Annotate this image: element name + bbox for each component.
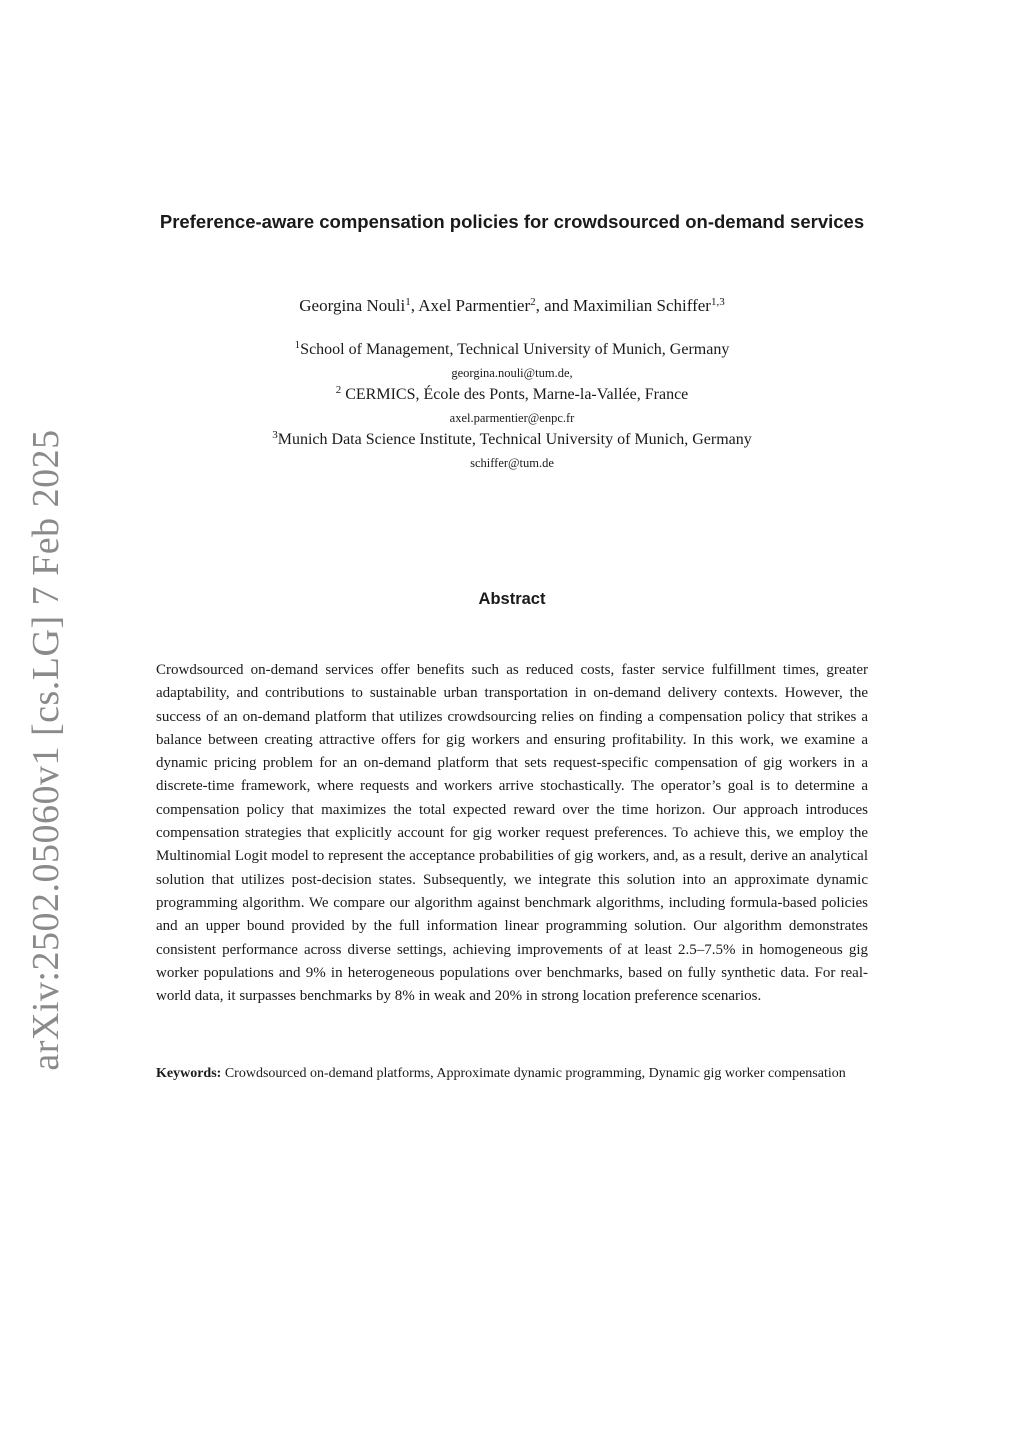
author-separator: , xyxy=(410,296,419,315)
author-list xyxy=(0,296,1024,316)
affiliation xyxy=(0,431,1024,449)
abstract-body: Crowdsourced on-demand services offer benefits such as reduced costs, faster service fulfillment times, greater adaptability, and contributions to sustainable urban transportation in on-demand delivery contexts. However, the success of an on-demand platform that utilizes crowdsourcing relies on finding a compensation policy that strikes a balance between creating attractive offers for gig workers and ensuring profitability. In this work, we examine a dynamic pricing problem for an on-demand platform that sets request-specific compensation of gig workers in a discrete-time framework, where requests and workers arrive stochastically. The operator’s goal is to determine a compensation policy that maximizes the total expected reward over the time horizon. Our approach introduces compensation strategies that explicitly account for gig worker request preferences. To achieve this, we employ the Multinomial Logit model to represent the acceptance probabilities of gig workers, and, as a result, derive an analytical solution that utilizes post-decision states. Subsequently, we integrate this solution into an approximate dynamic programming algorithm. We compare our algorithm against benchmark algorithms, including formula-based policies and an upper bound provided by the full information linear programming solution. Our algorithm demonstrates consistent performance across diverse settings, achieving improvements of at least 2.5–7.5% in homogeneous gig worker populations and 9% in heterogeneous populations over benchmarks, based on fully synthetic data. For real-world data, it surpasses benchmarks by 8% in weak and 20% in strong location preference scenarios. xyxy=(156,662,868,1005)
keywords-label: Keywords: xyxy=(156,1066,222,1081)
affiliation xyxy=(0,386,1024,404)
author-name: Georgina Nouli xyxy=(299,296,406,315)
affiliation xyxy=(0,341,1024,359)
abstract-heading: Abstract xyxy=(478,590,546,608)
author-name: Axel Parmentier xyxy=(418,296,531,315)
affiliation-text: CERMICS, École des Ponts, Marne-la-Vallée, France xyxy=(341,386,689,403)
author-affiliation-mark: 2 xyxy=(530,296,536,308)
author-email: schiffer@tum.de xyxy=(470,456,554,470)
keywords xyxy=(156,1062,868,1086)
author-name: Maximilian Schiffer xyxy=(572,296,711,315)
author-affiliation-mark: 1,3 xyxy=(710,296,725,308)
affiliation-mark: 2 xyxy=(335,384,342,396)
arxiv-identifier-stamp: arXiv:2502.05060v1 [cs.LG] 7 Feb 2025 xyxy=(25,429,67,1071)
author-affiliation-mark: 1 xyxy=(405,296,411,308)
author-email: axel.parmentier@enpc.fr xyxy=(449,411,575,425)
author-separator: , and xyxy=(535,296,573,315)
affiliation-text: School of Management, Technical University of Munich, Germany xyxy=(300,341,730,358)
affiliation-text: Munich Data Science Institute, Technical University of Munich, Germany xyxy=(277,431,752,448)
author-email: georgina.nouli@tum.de, xyxy=(451,366,573,380)
affiliation-mark: 3 xyxy=(272,429,278,441)
keywords-text: Crowdsourced on-demand platforms, Approximate dynamic programming, Dynamic gig worker compensation xyxy=(224,1066,846,1081)
paper-title: Preference-aware compensation policies for crowdsourced on-demand services xyxy=(159,211,865,232)
affiliation-mark: 1 xyxy=(294,339,301,351)
